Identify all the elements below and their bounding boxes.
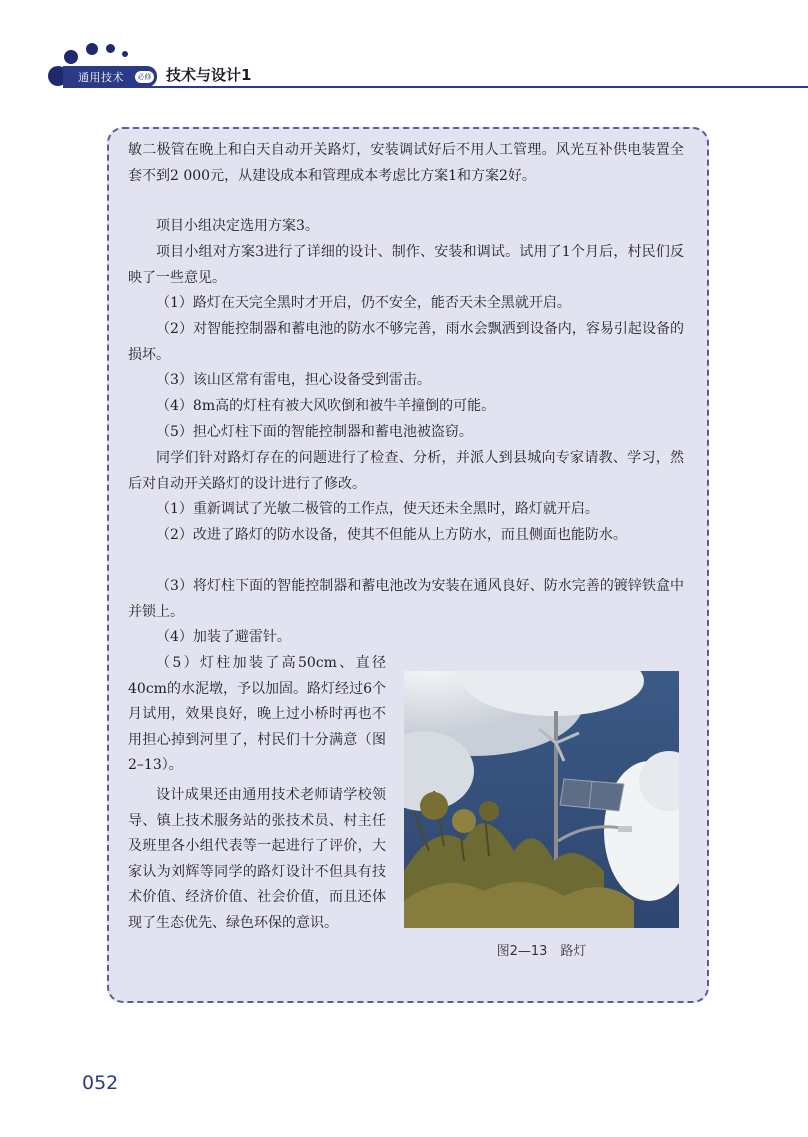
paragraph-1: 敏二极管在晚上和白天自动开关路灯，安装调试好后不用人工管理。风光互补供电装置全套不到2 000元，从建设成本和管理成本考虑比方案1和方案2好。 xyxy=(128,142,684,184)
header-dot-3 xyxy=(106,44,115,53)
list-item-fix-3: （3）将灯柱下面的智能控制器和蓄电池改为安装在通风良好、防水完善的镀锌铁盒中并锁上。 xyxy=(128,578,684,620)
street-light-photo xyxy=(404,671,679,928)
paragraph-9: 同学们针对路灯存在的问题进行了检查、分析，并派人到县城向专家请教、学习，然后对自动开关路灯的设计进行了修改。 xyxy=(128,450,684,492)
list-item-fix-4: （4）加装了避雷针。 xyxy=(156,629,291,645)
list-item-fix-2: （2）改进了路灯的防水设备，使其不但能从上方防水，而且侧面也能防水。 xyxy=(156,527,627,543)
list-item-fix-1: （1）重新调试了光敏二极管的工作点，使天还未全黑时，路灯就开启。 xyxy=(156,501,599,517)
header-tab-label: 通用技术 xyxy=(78,71,124,84)
book-title: 技术与设计1 xyxy=(166,66,252,84)
list-item-issue-2: （2）对智能控制器和蓄电池的防水不够完善，雨水会飘洒到设备内，容易引起设备的损坏。 xyxy=(128,321,684,363)
figure-caption: 图2—13 路灯 xyxy=(496,944,587,959)
list-item-issue-3: （3）该山区常有雷电，担心设备受到雷击。 xyxy=(156,372,431,388)
list-item-fix-5: （5）灯柱加装了高50cm、直径40cm的水泥墩，予以加固。路灯经过6个月试用，效果良好，晚上过小桥时再也不用担心掉到河里了，村民们十分满意（图2–13）。 xyxy=(128,655,386,773)
header-rule xyxy=(63,86,808,88)
page-number: 052 xyxy=(82,1072,119,1094)
paragraph-evaluation: 设计成果还由通用技术老师请学校领导、镇上技术服务站的张技术员、村主任及班里各小组代表等一起进行了评价，大家认为刘辉等同学的路灯设计不但具有技术价值、经济价值、社会价值，而且还体现了生态优先、绿色环保的意识。 xyxy=(128,787,386,931)
list-item-issue-5: （5）担心灯柱下面的智能控制器和蓄电池被盗窃。 xyxy=(156,424,473,440)
paragraph-3: 项目小组对方案3进行了详细的设计、制作、安装和调试。试用了1个月后，村民们反映了一些意见。 xyxy=(128,244,684,286)
header-dot-1 xyxy=(64,50,78,64)
list-item-issue-4: （4）8m高的灯柱有被大风吹倒和被牛羊撞倒的可能。 xyxy=(156,398,496,414)
header-dot-4 xyxy=(122,51,128,57)
paragraph-2: 项目小组决定选用方案3。 xyxy=(156,218,319,234)
header-dot-2 xyxy=(86,43,98,55)
list-item-issue-1: （1）路灯在天完全黑时才开启，仍不安全，能否天未全黑就开启。 xyxy=(156,295,571,311)
header-badge: 必修 xyxy=(135,71,154,83)
